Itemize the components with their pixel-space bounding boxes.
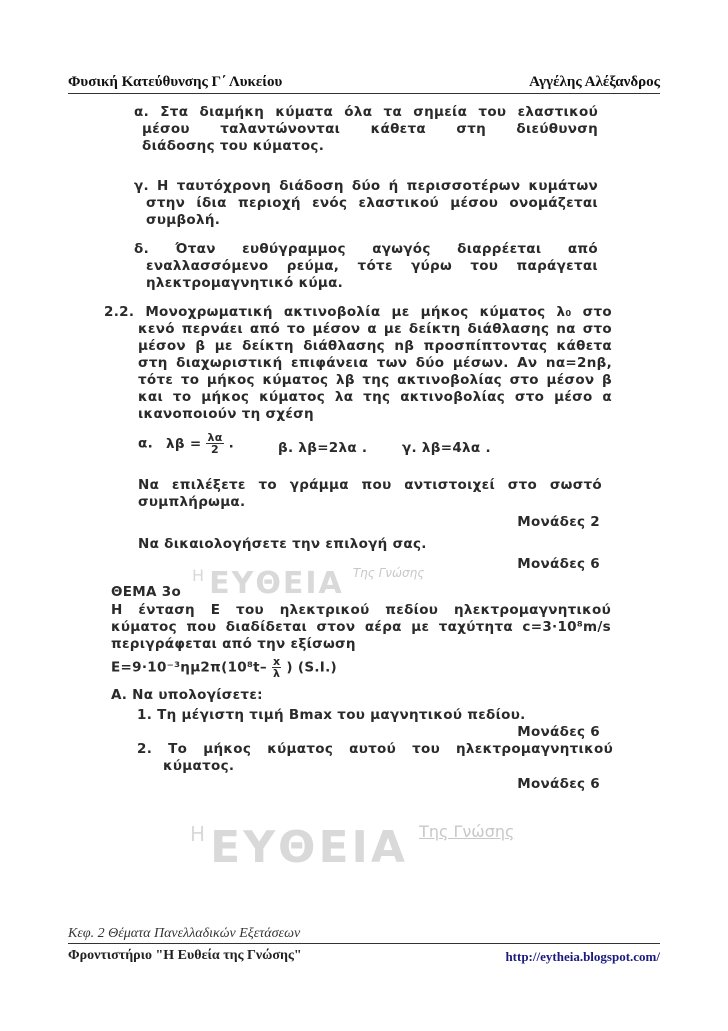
option-a-fraction bbox=[206, 432, 223, 455]
q22-line: ικανοποιούν τη σχέση bbox=[138, 406, 314, 422]
watermark-h-large: Η bbox=[190, 822, 206, 846]
equation bbox=[111, 656, 337, 679]
equation-fraction bbox=[272, 656, 281, 679]
q22-line: κενό περνάει από το μέσον α με δείκτη διάθλασης nα στο bbox=[138, 321, 612, 337]
q22-line: στη διαχωριστική επιφάνεια των δύο μέσων. Αν nα=2nβ, bbox=[138, 355, 612, 371]
option-a: α. λβ = $\frac{\lambda\alpha}{2}$ . bbox=[138, 431, 234, 456]
item-d bbox=[134, 241, 598, 292]
footer-rule bbox=[68, 943, 660, 944]
item-g-line: γ. Η ταυτόχρονη διάδοση δύο ή περισσοτέρων κυμάτων bbox=[134, 178, 598, 194]
points-2: Μονάδες 2 bbox=[517, 514, 600, 530]
header-left: Φυσική Κατεύθυνσης Γ΄ Λυκείου bbox=[68, 74, 283, 90]
points-6: Μονάδες 6 bbox=[517, 556, 600, 572]
item-d-line: εναλλασσόμενο ρεύμα, τότε γύρω του παράγεται bbox=[146, 258, 598, 274]
item-a-line: α. Στα διαμήκη κύματα όλα τα σημεία του ελαστικού bbox=[134, 104, 598, 120]
footer-school: Φροντιστήριο "Η Ευθεία της Γνώσης" bbox=[68, 948, 302, 963]
header-right: Αγγέλης Αλέξανδρος bbox=[529, 74, 660, 90]
item-g-line: στην ίδια περιοχή ενός ελαστικού μέσου ονομάζεται bbox=[146, 195, 598, 211]
question-1: 1. Τη μέγιστη τιμή Βmax του μαγνητικού πεδίου. bbox=[137, 707, 526, 723]
item-a bbox=[134, 104, 598, 155]
question-2 bbox=[137, 741, 613, 775]
q22-line: μέσον β με δείκτη διάθλασης nβ προσπίπτοντας κάθετα bbox=[138, 338, 612, 354]
item-g-line: συμβολή. bbox=[146, 212, 221, 228]
q2-line: 2. Το μήκος κύματος αυτού του ηλεκτρομαγνητικού bbox=[137, 741, 613, 757]
watermark-logo bbox=[192, 566, 424, 601]
option-a-label: α. bbox=[138, 435, 154, 452]
theme3-line: περιγράφεται από την εξίσωση bbox=[111, 636, 356, 652]
option-b: β. λβ=2λα . bbox=[278, 440, 368, 456]
theme3-line: Η ένταση Ε του ηλεκτρικού πεδίου ηλεκτρομαγνητικού bbox=[111, 602, 611, 618]
watermark-sub-large: Της Γνώσης bbox=[419, 822, 515, 841]
equation-left: Ε=9·10⁻³ημ2π(10⁸t– bbox=[111, 659, 267, 676]
item-d-line: ηλεκτρομαγνητικό κύμα. bbox=[146, 275, 344, 291]
watermark-sub: Της Γνώσης bbox=[352, 566, 425, 580]
option-a-denominator: 2 bbox=[211, 443, 219, 456]
theme-3-title: ΘΕΜΑ 3ο bbox=[111, 584, 182, 600]
footer-url-link[interactable]: http://eytheia.blogspot.com/ bbox=[505, 949, 660, 964]
item-g bbox=[134, 178, 598, 229]
question-2-2 bbox=[104, 304, 612, 423]
choose-line: Να επιλέξετε το γράμμα που αντιστοιχεί στο σωστό bbox=[138, 477, 602, 493]
item-a-line: διάδοσης του κύματος. bbox=[142, 138, 325, 154]
equation-denominator: λ bbox=[273, 667, 281, 680]
justify-instruction: Να δικαιολογήσετε την επιλογή σας. bbox=[138, 536, 427, 552]
points-6b: Μονάδες 6 bbox=[517, 724, 600, 740]
q22-line: 2.2. Μονοχρωματική ακτινοβολία με μήκος κύματος λ₀ στο bbox=[104, 304, 612, 320]
option-g: γ. λβ=4λα . bbox=[402, 440, 491, 456]
q22-line: τότε το μήκος κύματος λβ της ακτινοβολίας στο μέσον β bbox=[138, 372, 612, 388]
choose-line: συμπλήρωμα. bbox=[138, 494, 246, 510]
theme3-line: κύματος που διαδίδεται στον αέρα με ταχύτητα c=3·10⁸m/s bbox=[111, 619, 611, 635]
q2-line: κύματος. bbox=[163, 758, 235, 774]
header-rule bbox=[68, 93, 660, 94]
item-a-line: μέσου ταλαντώνονται κάθετα στη διεύθυνση bbox=[142, 121, 598, 137]
footer-chapter: Κεφ. 2 Θέματα Πανελλαδικών Εξετάσεων bbox=[68, 926, 301, 941]
part-a-heading: Α. Να υπολογίσετε: bbox=[111, 687, 263, 703]
theme-3-body bbox=[111, 602, 611, 653]
points-6c: Μονάδες 6 bbox=[517, 776, 600, 792]
choose-instruction bbox=[138, 477, 602, 511]
watermark-h: Η bbox=[192, 566, 205, 585]
item-d-line: δ. Όταν ευθύγραμμος αγωγός διαρρέεται από bbox=[134, 241, 598, 257]
watermark-logo-large bbox=[190, 822, 514, 873]
equation-right: ) (S.I.) bbox=[286, 659, 338, 676]
watermark-main-large: ΕΥΘΕΙΑ bbox=[210, 822, 408, 873]
q22-line: και το μήκος κύματος λα της ακτινοβολίας στο μέσο α bbox=[138, 389, 612, 405]
watermark-main: ΕΥΘΕΙΑ bbox=[209, 566, 344, 601]
option-a-lhs: λβ = bbox=[166, 435, 202, 452]
option-a-numerator: λα bbox=[207, 431, 223, 444]
equation-numerator: x bbox=[272, 655, 281, 668]
